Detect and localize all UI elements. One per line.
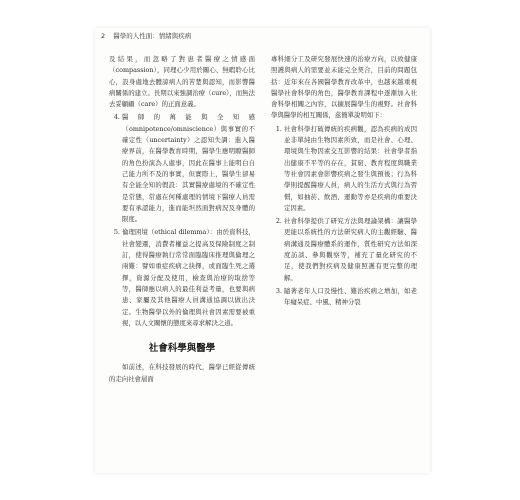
running-header: [101, 31, 191, 40]
numbered-list: [271, 124, 417, 309]
page-number: 2: [101, 32, 106, 40]
right-column: [271, 54, 417, 311]
numbered-list: [109, 112, 255, 329]
intro-paragraph: 及結果，而忽略了對患者醫療之情感面（compassion），同理心少用於關心、無暇聆心比心，設身處地去體諒病人的苦楚與認知，而影響醫病關係的建立。長期以來強調治療（cure），而無法去妥顧顧（care）的正面意義。: [109, 55, 255, 109]
left-column: [109, 54, 255, 386]
book-page: [95, 28, 430, 473]
section-intro: 如前述，在科技發展的時代，醫學已經從傳統的走向社會層面: [109, 363, 255, 383]
intro-paragraph: 專科細分工及研究發展快速的治療方向，以致健康照護與病人的需要並未能完全契合，目前的問題包括：近年來在各國醫學教育改革中，也越來越重視醫學社會科學的角色，醫學教育課程中逐漸加入社會科學相關之內容，以擴展醫學生的視野。社會科學與醫學的相互關係，茲簡單說明如下：: [271, 55, 417, 120]
section-title: 社會科學與醫學: [148, 343, 216, 355]
list-item: 1. 社會科學打破傳統的疾病觀，認為疾病的成因並非單純由生物因素所致，而是社會、心理、環境與生物因素交互影響的結果：社會學者指出健康不平等的存在，貧窮、教育程度與職業等社會因素會影響疾病之發生與預後；行為科學則提醒醫療人員，病人的生活方式與行為習慣，如抽菸、飲酒、運動等亦是疾病的重要決定因素。: [284, 124, 417, 214]
running-title: 醫學的人性面：情緒與疾病: [113, 32, 192, 40]
list-item: 3. 隨著老年人口及慢性、難治疾病之增加，如老年癡呆症、中風、精神分裂: [284, 286, 417, 309]
list-item: 2. 社會科學提供了研究方法與理論架構：讓醫學更能以系統性的方法研究病人的主觀經驗、醫病溝通及醫療體系的運作，質性研究方法如深度訪談、參與觀察等，補充了量化研究的不足，使我們對疾病及健康照護有更完整的理解。: [284, 216, 417, 284]
list-item: 5. 倫理困境（ethical dilemma）：由於資科技，社會變遷，消費者權益之提高及保險制度之制訂，使得醫療執行常常面臨臨床推理與倫理之兩難：譬如重症疾病之抉擇，或面臨生死之選擇，資源分配及使用，檢查與治療的取捨等等，醫師應以病人的最佳利益考量，也要與病患、家屬及其他醫療人員溝通協調以做出決定。生物醫學以外的倫理與社會因素需要被重視，以人文關懷的態度來尋求解決之道。: [122, 227, 255, 329]
list-item: 4. 醫師的萬能與全知感（omnipotence/omniscience）與事實的不確定性（uncertainty）之認知失調：進入醫療界前，在醫學教育時期，醫學生應明瞭醫師的角色扮演為人處事，因此在醫事上能明白自己能力所不及的事實，但實際上，醫學生卻易有全能全知的假設：其實醫療處境的不確定性是常態，常處在何種處理的情境下醫療人員需要有承認能力，進而能坦然面對病況及身體的限度。: [122, 112, 255, 225]
